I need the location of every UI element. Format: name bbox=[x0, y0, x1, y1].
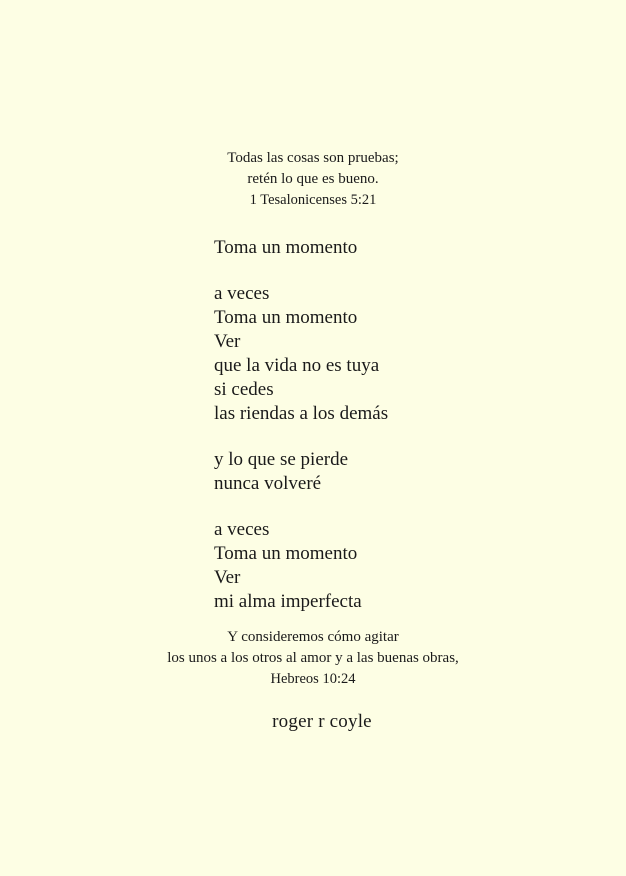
poem-line: las riendas a los demás bbox=[214, 403, 389, 424]
poem-body bbox=[214, 236, 574, 614]
poem-line: y lo que se pierde bbox=[214, 449, 349, 470]
closing-scripture-line-2: los unos a los otros al amor y a las buenas obras, bbox=[167, 650, 459, 666]
poem-line: a veces bbox=[214, 283, 270, 304]
poem-line: Toma un momento bbox=[214, 307, 358, 328]
poem-line: Ver bbox=[214, 331, 241, 352]
opening-scripture bbox=[0, 148, 626, 211]
poem-line: que la vida no es tuya bbox=[214, 355, 380, 376]
poem-line: si cedes bbox=[214, 379, 274, 400]
poem-line: Toma un momento bbox=[214, 237, 358, 258]
poem-line: Ver bbox=[214, 567, 241, 588]
poem-line: mi alma imperfecta bbox=[214, 591, 362, 612]
closing-scripture-reference: Hebreos 10:24 bbox=[270, 671, 356, 687]
opening-scripture-line-2: retén lo que es bueno. bbox=[247, 171, 379, 187]
poem-stanza bbox=[214, 236, 574, 260]
opening-scripture-line-1: Todas las cosas son pruebas; bbox=[227, 150, 399, 166]
closing-scripture bbox=[0, 627, 626, 690]
closing-scripture-line-1: Y consideremos cómo agitar bbox=[227, 629, 399, 645]
poem-stanza bbox=[214, 448, 574, 496]
poem-line: Toma un momento bbox=[214, 543, 358, 564]
poem-stanza bbox=[214, 282, 574, 426]
poem-stanza bbox=[214, 518, 574, 614]
poem-line: a veces bbox=[214, 519, 270, 540]
opening-scripture-reference: 1 Tesalonicenses 5:21 bbox=[249, 192, 377, 208]
author-byline: roger r coyle bbox=[272, 711, 372, 732]
poem-line: nunca volveré bbox=[214, 473, 322, 494]
